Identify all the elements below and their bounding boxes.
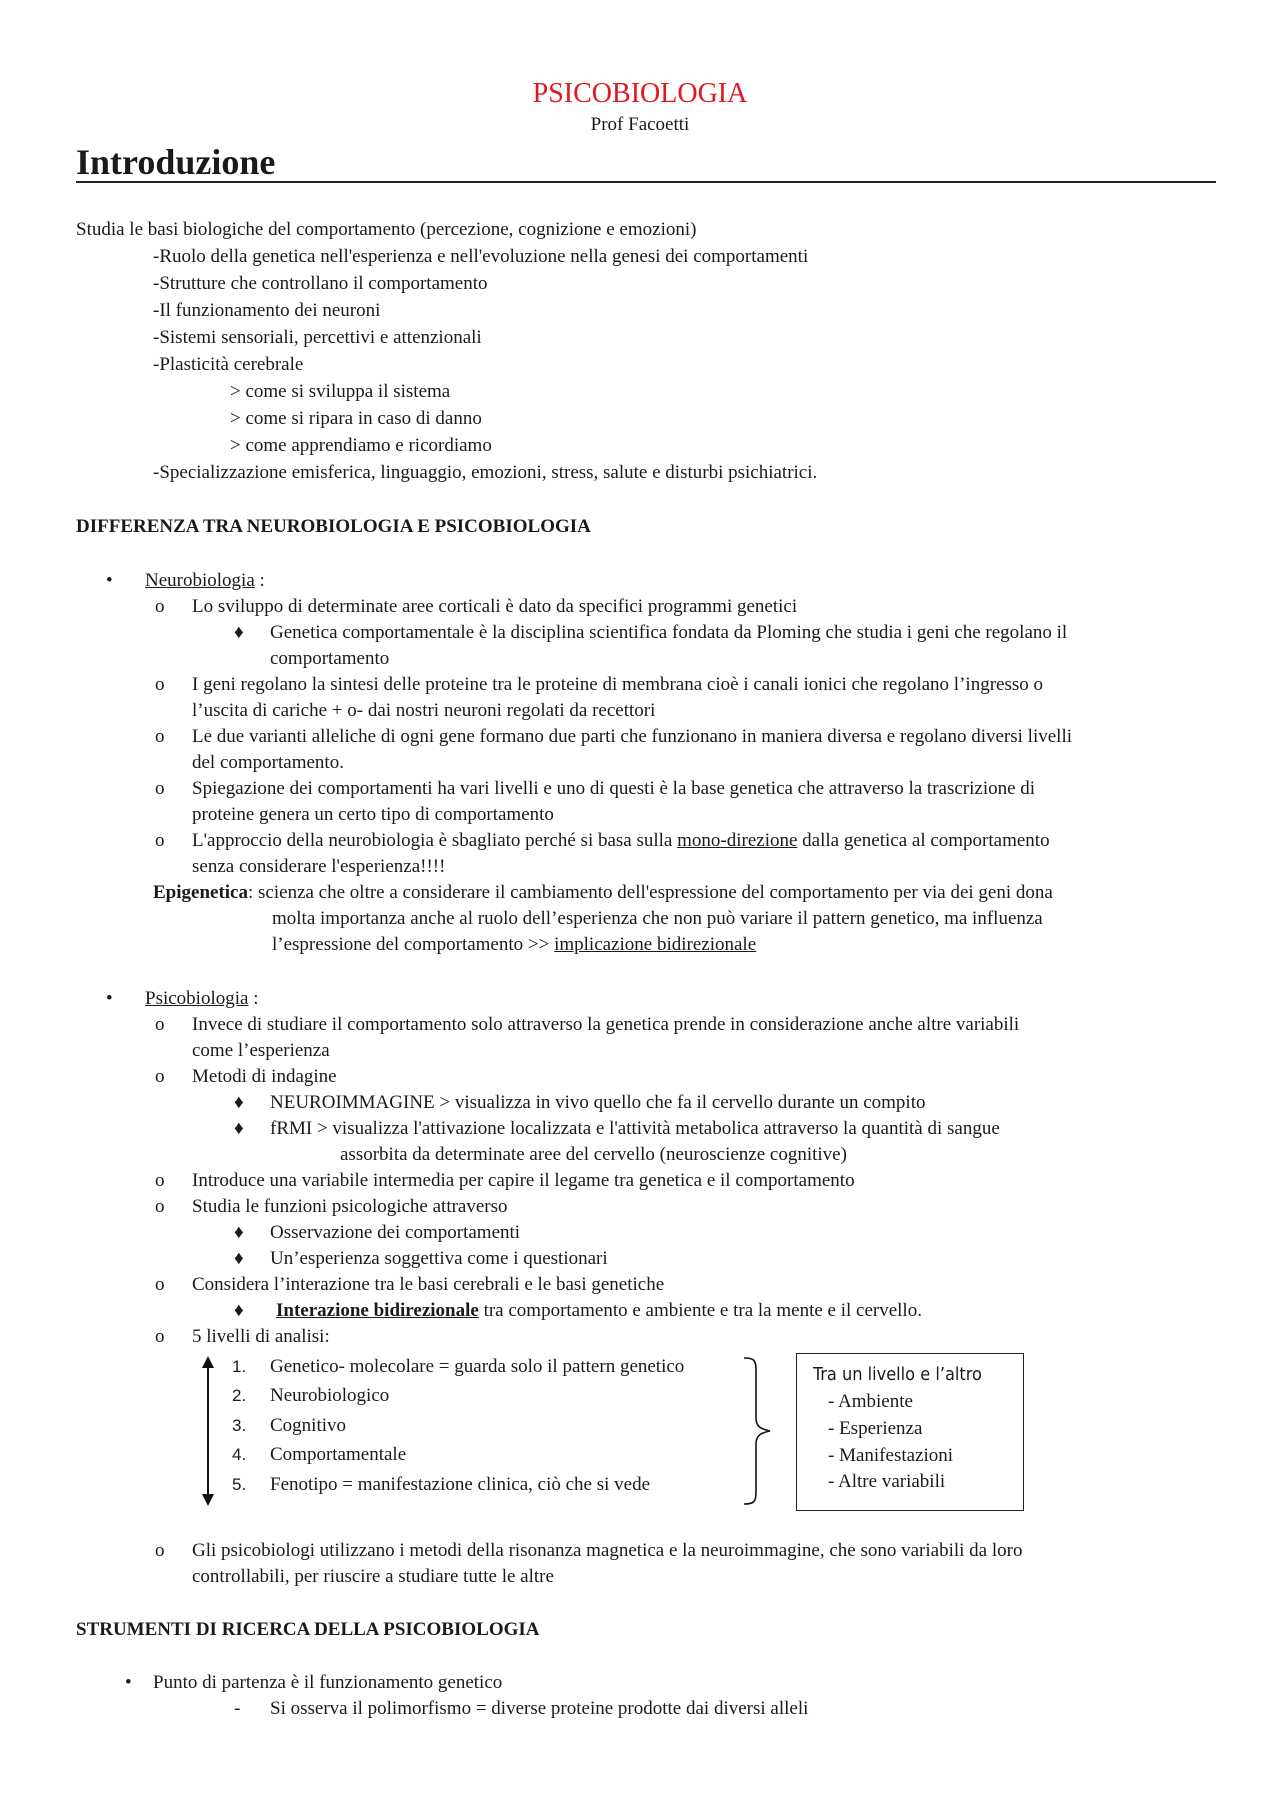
psico-label: Psicobiologia bbox=[145, 988, 249, 1009]
psico-point: Invece di studiare il comportamento solo attraverso la genetica prende in considerazione anche altre variabili bbox=[192, 1014, 1020, 1035]
psico-sub-point bbox=[276, 1298, 922, 1324]
epigenetica-line bbox=[272, 932, 756, 958]
neuro-label: Neurobiologia bbox=[145, 570, 255, 591]
epigenetica-line bbox=[153, 880, 1053, 906]
diamond-glyph: ♦ bbox=[234, 622, 244, 643]
bullet-glyph: • bbox=[106, 988, 113, 1009]
section-heading-difference: DIFFERENZA TRA NEUROBIOLOGIA E PSICOBIOLOGIA bbox=[76, 516, 591, 537]
neuro-point: Lo sviluppo di determinate aree corticali è dato da specifici programmi genetici bbox=[192, 596, 798, 617]
circle-glyph: o bbox=[155, 1540, 165, 1561]
circle-glyph: o bbox=[155, 830, 165, 851]
circle-glyph: o bbox=[155, 778, 165, 799]
neuro-sub-point: comportamento bbox=[270, 648, 390, 669]
box-item: - Manifestazioni bbox=[828, 1445, 954, 1466]
level-text: Genetico- molecolare = guarda solo il pattern genetico bbox=[270, 1356, 685, 1377]
box-item: - Altre variabili bbox=[828, 1471, 946, 1492]
psico-label-line bbox=[145, 986, 258, 1012]
intro-item: -Ruolo della genetica nell'esperienza e nell'evoluzione nella genesi dei comportamenti bbox=[153, 246, 809, 267]
tools-sub-point: Si osserva il polimorfismo = diverse proteine prodotte dai diversi alleli bbox=[270, 1698, 809, 1719]
psico-point: Metodi di indagine bbox=[192, 1066, 337, 1087]
level-text: Comportamentale bbox=[270, 1444, 407, 1465]
psico-sub-point: NEUROIMMAGINE > visualizza in vivo quello che fa il cervello durante un compito bbox=[270, 1092, 926, 1113]
neuro-point bbox=[192, 828, 1050, 854]
circle-glyph: o bbox=[155, 1170, 165, 1191]
psico-point: controllabili, per riuscire a studiare tutte le altre bbox=[192, 1566, 554, 1587]
circle-glyph: o bbox=[155, 1196, 165, 1217]
psico-point: Studia le funzioni psicologiche attraverso bbox=[192, 1196, 508, 1217]
neuro-point: I geni regolano la sintesi delle proteine tra le proteine di membrana cioè i canali ionici che regolano l’ingresso o bbox=[192, 674, 1043, 695]
neuro-point: Le due varianti alleliche di ogni gene formano due parti che funzionano in maniera diversa e regolano diversi livelli bbox=[192, 726, 1073, 747]
bullet-glyph: • bbox=[125, 1672, 132, 1693]
intro-item: -Sistemi sensoriali, percettivi e attenzionali bbox=[153, 327, 482, 348]
epigenetica-label: Epigenetica bbox=[153, 882, 248, 903]
psico-sub-point: Un’esperienza soggettiva come i questionari bbox=[270, 1248, 608, 1269]
psico-point: come l’esperienza bbox=[192, 1040, 330, 1061]
text-run: L'approccio della neurobiologia è sbagliato perché si basa sulla bbox=[192, 830, 678, 851]
text-run: tra comportamento e ambiente e tra la mente e il cervello. bbox=[478, 1300, 922, 1321]
bullet-glyph: • bbox=[106, 570, 113, 591]
box-title: Tra un livello e l’altro bbox=[813, 1364, 982, 1385]
level-number: 1. bbox=[232, 1357, 247, 1376]
circle-glyph: o bbox=[155, 726, 165, 747]
psico-colon: : bbox=[248, 988, 259, 1009]
heading-rule bbox=[76, 181, 1216, 183]
level-number: 5. bbox=[232, 1475, 247, 1494]
level-text: Neurobiologico bbox=[270, 1385, 390, 1406]
intro-item: -Plasticità cerebrale bbox=[153, 354, 304, 375]
document-title: PSICOBIOLOGIA bbox=[532, 78, 748, 109]
psico-point: Considera l’interazione tra le basi cerebrali e le basi genetiche bbox=[192, 1274, 665, 1295]
box-item: - Ambiente bbox=[828, 1391, 913, 1412]
epigenetica-line: molta importanza anche al ruolo dell’esperienza che non può variare il pattern genetico, ma influenza bbox=[272, 908, 1043, 929]
neuro-point: Spiegazione dei comportamenti ha vari livelli e uno di questi è la base genetica che attraverso la trascrizione di bbox=[192, 778, 1036, 799]
diamond-glyph: ♦ bbox=[234, 1118, 244, 1139]
intro-sub-item: > come si sviluppa il sistema bbox=[230, 381, 451, 402]
text-run: : scienza che oltre a considerare il cambiamento dell'espressione del comportamento per via dei geni dona bbox=[248, 882, 1053, 903]
psico-sub-point: Osservazione dei comportamenti bbox=[270, 1222, 521, 1243]
level-text: Cognitivo bbox=[270, 1415, 347, 1436]
level-text: Fenotipo = manifestazione clinica, ciò che si vede bbox=[270, 1474, 651, 1495]
circle-glyph: o bbox=[155, 1014, 165, 1035]
section-heading-tools: STRUMENTI DI RICERCA DELLA PSICOBIOLOGIA bbox=[76, 1619, 540, 1640]
neuro-point: del comportamento. bbox=[192, 752, 344, 773]
level-number: 4. bbox=[232, 1445, 247, 1464]
diamond-glyph: ♦ bbox=[234, 1300, 244, 1321]
neuro-sub-point: Genetica comportamentale è la disciplina scientifica fondata da Ploming che studia i geni che regolano il bbox=[270, 622, 1068, 643]
circle-glyph: o bbox=[155, 1066, 165, 1087]
intro-item: -Specializzazione emisferica, linguaggio, emozioni, stress, salute e disturbi psichiatrici. bbox=[153, 462, 818, 483]
psico-point: Gli psicobiologi utilizzano i metodi della risonanza magnetica e la neuroimmagine, che sono variabili da loro bbox=[192, 1540, 1023, 1561]
neuro-point: proteine genera un certo tipo di comportamento bbox=[192, 804, 554, 825]
diamond-glyph: ♦ bbox=[234, 1092, 244, 1113]
double-arrow-icon bbox=[198, 1356, 218, 1506]
psico-point: Introduce una variabile intermedia per capire il legame tra genetica e il comportamento bbox=[192, 1170, 855, 1191]
dash-glyph: - bbox=[234, 1698, 241, 1719]
document-subtitle: Prof Facoetti bbox=[590, 114, 690, 135]
intro-lead: Studia le basi biologiche del comportamento (percezione, cognizione e emozioni) bbox=[76, 219, 697, 240]
tools-point: Punto di partenza è il funzionamento genetico bbox=[153, 1672, 503, 1693]
neuro-point: l’uscita di cariche + o- dai nostri neuroni regolati da recettori bbox=[192, 700, 656, 721]
box-item: - Esperienza bbox=[828, 1418, 923, 1439]
curly-brace-icon bbox=[742, 1356, 776, 1506]
intro-sub-item: > come apprendiamo e ricordiamo bbox=[230, 435, 492, 456]
diamond-glyph: ♦ bbox=[234, 1222, 244, 1243]
circle-glyph: o bbox=[155, 596, 165, 617]
neuro-label-line bbox=[145, 568, 265, 594]
intro-item: -Il funzionamento dei neuroni bbox=[153, 300, 381, 321]
intro-sub-item: > come si ripara in caso di danno bbox=[230, 408, 482, 429]
circle-glyph: o bbox=[155, 1326, 165, 1347]
neuro-colon: : bbox=[254, 570, 265, 591]
diamond-glyph: ♦ bbox=[234, 1248, 244, 1269]
psico-sub-point: fRMI > visualizza l'attivazione localizzata e l'attività metabolica attraverso la quantità di sangue bbox=[270, 1118, 1000, 1139]
psico-point: 5 livelli di analisi: bbox=[192, 1326, 330, 1347]
psico-sub-point: assorbita da determinate aree del cervello (neuroscienze cognitive) bbox=[340, 1144, 847, 1165]
circle-glyph: o bbox=[155, 674, 165, 695]
underlined-term: mono-direzione bbox=[677, 830, 798, 851]
section-heading-introduzione: Introduzione bbox=[76, 142, 276, 182]
text-run: dalla genetica al comportamento bbox=[797, 830, 1050, 851]
neuro-point: senza considerare l'esperienza!!!! bbox=[192, 856, 446, 877]
circle-glyph: o bbox=[155, 1274, 165, 1295]
level-number: 2. bbox=[232, 1386, 247, 1405]
underlined-term: implicazione bidirezionale bbox=[554, 934, 757, 955]
intro-item: -Strutture che controllano il comportamento bbox=[153, 273, 488, 294]
level-number: 3. bbox=[232, 1416, 247, 1435]
text-run: l’espressione del comportamento >> bbox=[272, 934, 555, 955]
bold-term: Interazione bidirezionale bbox=[276, 1300, 479, 1321]
